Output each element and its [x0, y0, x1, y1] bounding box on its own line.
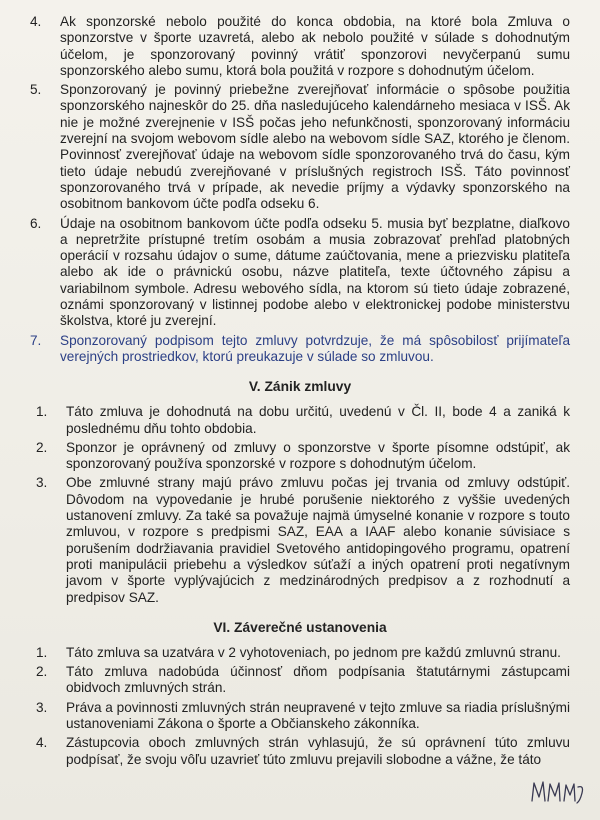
item-text: Ak sponzorské nebolo použité do konca obdobia, na ktoré bola Zmluva o sponzorstve v športe uzavretá, alebo ak nebolo použité v súlade s dohodnutým účelom, je sponzorovaný povinný vrátiť sponzorovi nevyčerpanú sumu sponzorského alebo sumu, ktorá bola použitá v rozpore s dohodnutým účelom.	[60, 14, 570, 78]
list-item	[30, 216, 570, 330]
list-item	[30, 645, 570, 661]
item-number: 3.	[36, 475, 48, 491]
section-5	[30, 404, 570, 606]
list-item	[30, 735, 570, 768]
item-number: 6.	[30, 215, 42, 231]
list-item	[30, 475, 570, 605]
item-text: Zástupcovia oboch zmluvných strán vyhlasujú, že sú oprávnení túto zmluvu podpísať, že svoju vôľu uzavrieť túto zmluvu prejavili slobodne a vážne, že táto	[66, 735, 570, 767]
list-item	[30, 664, 570, 697]
item-text: Táto zmluva je dohodnutá na dobu určitú, uvedenú v Čl. II, bode 4 a zaniká k poslednému dňu tohto obdobia.	[66, 404, 570, 436]
item-text: Sponzor je oprávnený od zmluvy o sponzorstve v športe písomne odstúpiť, ak sponzorovaný používa sponzorské v rozpore s dohodnutým účelom.	[66, 439, 570, 472]
item-text: Táto zmluva sa uzatvára v 2 vyhotoveniach, po jednom pre každú zmluvnú stranu.	[66, 644, 561, 660]
section-6	[30, 645, 570, 768]
item-text: Sponzorovaný je povinný priebežne zverejňovať informácie o spôsobe použitia sponzorského najneskôr do 25. dňa nasledujúceho kalendárneho mesiaca v ISŠ. Ak nie je možné zverejnenie v ISŠ počas jeho nefunkčnosti, sponzorovaný informáciu zverejní na svojom webovom sídle alebo na webovom sídle SAZ, ktorého je členom. Povinnosť zverejňovať údaje na webovom sídle sponzorovaného trvá do času, kým tieto údaje nebudú zverejňované v príslušných registroch ISŠ. Táto povinnosť sponzorovaného trvá v prípade, ak nevedie príjmy a výdavky sponzorského na osobitnom bankovom účte podľa odseku 6.	[60, 82, 570, 212]
item-text: Údaje na osobitnom bankovom účte podľa odseku 5. musia byť bezplatne, diaľkovo a nepretržite prístupné tretím osobám a musia zobrazovať prehľad platobných operácií v rozsahu údajov o sume, dátume zaúčtovania, mene a priezvisku platiteľa alebo ak ide o právnickú osobu, názve platiteľa, texte účtovného zápisu a variabilnom symbole. Adresu webového sídla, na ktorom sú tieto údaje zobrazené, oznámi sponzorovaný v listinnej podobe alebo v elektronickej podobe ministerstvu školstva, ktoré ju zverejní.	[60, 215, 570, 329]
item-number: 4.	[36, 735, 48, 751]
item-text: Táto zmluva nadobúda účinnosť dňom podpísania štatutárnymi zástupcami obidvoch zmluvných strán.	[66, 664, 570, 696]
item-text: Obe zmluvné strany majú právo zmluvu počas jej trvania od zmluvy odstúpiť. Dôvodom na vypovedanie je hrubé porušenie niektorého z vyššie uvedených ustanovení zmluvy. Za také sa považuje najmä úmyselné konanie v rozpore s touto zmluvou, v rozpore s predpismi SAZ, EAA a IAAF alebo konanie súvisiace s porušením dodržiavania pravidiel Svetového antidopingového programu, opatrení proti manipulácii priebehu a výsledkov súťaží a iných opatrení proti negatívnym javom v športe vyplývajúcich z medzinárodných predpisov a z rozhodnutí a predpisov SAZ.	[66, 475, 570, 605]
item-number: 4.	[30, 14, 42, 29]
section-title: VI. Záverečné ustanovenia	[213, 619, 387, 635]
item-number: 1.	[36, 404, 48, 420]
item-number: 1.	[36, 644, 48, 660]
list-item	[30, 700, 570, 733]
item-number: 7.	[30, 332, 42, 348]
list-item	[30, 333, 570, 366]
section-title: V. Zánik zmluvy	[248, 379, 352, 395]
signature-initials-icon	[528, 777, 586, 810]
section-4-continuation	[30, 14, 570, 365]
item-text: Sponzorovaný podpisom tejto zmluvy potvrdzuje, že má spôsobilosť prijímateľa verejných prostriedkov, ktorú preukazuje v súlade so zmluvou.	[60, 332, 570, 364]
item-number: 2.	[36, 664, 48, 680]
list-item	[30, 404, 570, 437]
list-item	[30, 82, 570, 212]
item-text: Práva a povinnosti zmluvných strán neupravené v tejto zmluve sa riadia príslušnými ustanoveniami Zákona o športe a Občianskeho zákonníka.	[66, 699, 570, 731]
item-number: 5.	[30, 82, 42, 98]
item-number: 3.	[36, 699, 48, 715]
item-number: 2.	[36, 439, 48, 455]
list-item	[30, 14, 570, 79]
list-item	[30, 440, 570, 473]
